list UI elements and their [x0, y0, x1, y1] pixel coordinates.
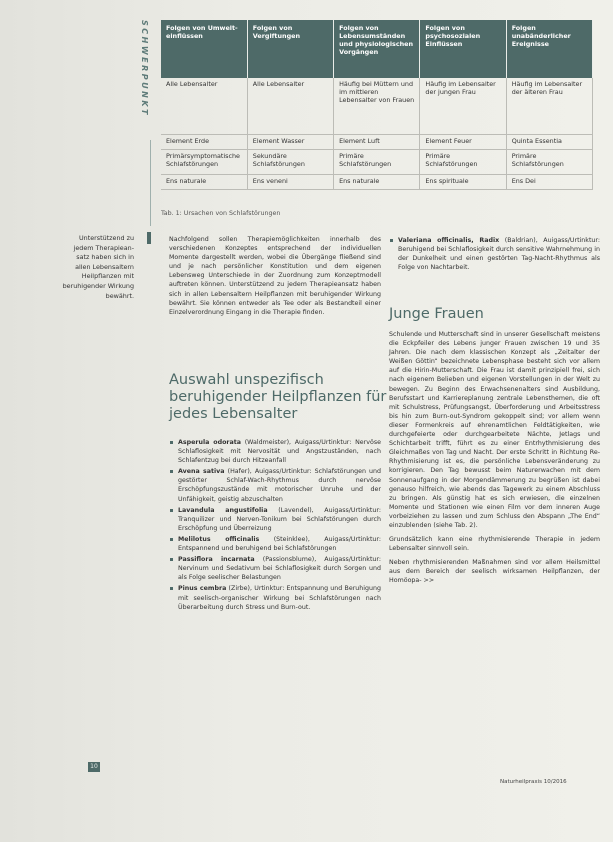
section-rule	[150, 140, 151, 226]
table-cell: Alle Lebensalter	[161, 78, 247, 135]
table-cell: Primäre Schlafstörungen	[334, 150, 420, 175]
plant-name: Asperula odorata	[178, 439, 242, 446]
page-number: 10	[88, 762, 100, 772]
table-cell: Sekundäre Schlafstörungen	[247, 150, 333, 175]
list-item	[389, 236, 600, 272]
table-cell: Häufig im Lebensalter der älteren Frau	[506, 78, 592, 135]
plant-name: Passiflora incarnata	[178, 556, 255, 564]
table-header-cell: Folgen von psychosozialen Einflüssen	[420, 20, 506, 78]
sidenote-marker	[147, 232, 151, 244]
table-cell: Element Wasser	[247, 135, 333, 150]
footer-journal: Naturheilpraxis 10/2016	[500, 779, 567, 785]
table-row	[161, 135, 593, 150]
paragraph: Grundsätzlich kann eine rhythmisierende Therapie in jedem Lebensalter sinnvoll sein.	[389, 536, 600, 553]
table-cell: Alle Lebensalter	[247, 78, 333, 135]
table-cell: Primäre Schlafstörungen	[506, 150, 592, 175]
table-cell: Quinta Essentia	[506, 135, 592, 150]
table-header-cell: Folgen von Lebensumständen und physiologischen Vorgängen	[334, 20, 420, 78]
plant-text: (Lavendel), Auigass/Urtinktur: Tranquilizer und Nerven-Tonikum bei Schlafstörungen durch Erschöpfung und Überreizung	[178, 506, 381, 532]
table-caption: Tab. 1: Ursachen von Schlafstörungen	[161, 210, 281, 217]
table-cell: Ens veneni	[247, 175, 333, 190]
plant-name: Pinus cembra	[178, 585, 227, 593]
table-cell: Element Feuer	[420, 135, 506, 150]
list-item	[169, 438, 381, 465]
table-cell: Element Luft	[334, 135, 420, 150]
plant-name: Valeriana officinalis, Radix	[398, 237, 500, 244]
table-cell: Primäre Schlafstörungen	[420, 150, 506, 175]
list-item	[169, 535, 381, 553]
herb-list	[169, 438, 381, 614]
table-row	[161, 150, 593, 175]
heading-young-women: Junge Frauen	[389, 306, 484, 322]
table-cell: Häufig im Lebensalter der jungen Frau	[420, 78, 506, 135]
table-cell: Ens spirituale	[420, 175, 506, 190]
paragraph: Neben rhythmisierenden Maßnahmen sind vor allem Heilsmittel aus dem Bereich der seelisch wirksamen Heilpflanzen, der Homöopa- >>	[389, 559, 600, 585]
table-row	[161, 175, 593, 190]
plant-text: (Baldrian), Auigass/Urtinktur: Beruhigend bei Schlaflosigkeit durch sensitive Wahrnehmung in der Dunkelheit und einen gestörten Tag-Nacht-Rhythmus als Folge von Nachtarbeit.	[398, 237, 601, 272]
plant-text: (Steinklee), Auigass/Urtinktur: Entspannend und beruhigend bei Schlafstörungen	[178, 535, 382, 553]
table-header-cell: Folgen unabänderlicher Ereignisse	[506, 20, 592, 78]
intro-text: Nachfolgend sollen Therapiemöglichkeiten innerhalb des verschiedenen Konzeptes entsprechend der individuellen Momente dargestellt werden, wobei die Übergänge fließend sind und je nach persönlicher Konstitution und dem eigenen Lebensweg Unterschiede in der Zuordnung zum Konzeptmodell auftreten können. Unterstützend zu jedem Therapieansatz haben sich in allen Lebensaltern Heilpflanzen mit beruhigender Wirkung bewährt. Sie können entweder als Tee oder als Bestandteil einer Einzelverordnung Eingang in die Therapie finden.	[169, 236, 381, 316]
heading-herbs: Auswahl unspezifisch beruhigender Heilpflanzen für jedes Lebensalter	[169, 372, 387, 422]
table-cell: Primärsymptomatische Schlafstörungen	[161, 150, 247, 175]
plant-name: Lavandula angustifolia	[178, 506, 268, 514]
young-women-text	[389, 330, 600, 591]
paragraph: Schulende und Mutterschaft sind in unserer Gesellschaft meistens die Eckpfeiler des Lebens junger Frauen zwischen 19 und 35 Jahren. Die nach dem klassischen Konzept als „Zeitalter der Weißen Göttin“ bezeichnete Lebensphase besteht sich vor allem auf die Hirin-Mutterschaft. Die Frau ist damit prinzipiell frei, sich nach eigenem Belieben und eigenen Vorstellungen in der Welt zu bewegen. Zu Beginn des Erwachsenenalters sind Ausbildung, Berufsstart und Karriereplanung zentrale Lebensthemen, die oft mit Schulstress, Prüfungsangst, Überforderung und Arbeitsstress bis hin zum Burn-out-Syndrom gekoppelt sind; vor allem wenn dieser Formenkreis auf ehrenamtlichen Feldtätigkeiten, wie durchgefeierte oder durchgearbeitete Nächte, Jetlags und Schichtarbeit trifft, führt es zu einer Entrhythmisierung des Gleichmaßes von Tag und Nacht. Der erste Schritt in Richtung Re-Rhythmisierung ist es, die persönliche Lebensveränderung zu korrigieren. Den Tag bewusst beim Naturerwachen mit dem Sonnenaufgang in der Morgendämmerung zu begrüßen ist dabei genauso hilfreich, wie abends das Tagewerk zu einem Abschluss zu bringen. Als günstig hat es sich erwiesen, die einzelnen Momente und Stationen wie einen Film vor dem inneren Auge vorbeiziehen zu lassen und zum Schluss den Abspann „The End“ einzublenden (siehe Tab. 2).	[389, 331, 600, 529]
sidenote: Unterstützend zu jedem Therapiean-satz haben sich in allen Lebensaltern Heilpflanzen mit beruhigender Wirkung bewährt.	[62, 234, 134, 300]
table-cell: Element Erde	[161, 135, 247, 150]
table-cell: Ens Dei	[506, 175, 592, 190]
list-item	[169, 584, 381, 611]
plant-text: (Zirbe), Urtinktur: Entspannung und Beruhigung mit seelisch-organischer Wirkung bei Schlafstörungen nach Überarbeitung durch Stress und Burn-out.	[178, 585, 381, 611]
table-cell: Ens naturale	[161, 175, 247, 190]
intro-paragraph	[169, 235, 381, 320]
list-item	[169, 506, 381, 533]
table-header-cell: Folgen von Umwelt-einflüssen	[161, 20, 247, 78]
table-header-row	[161, 20, 593, 78]
plant-text: (Passionsblume), Auigass/Urtinktur: Nervinum und Sedativum bei Schlaflosigkeit durch Sorgen und als Folge seelischer Belastungen	[178, 556, 382, 582]
list-item	[169, 555, 381, 582]
table-cell: Ens naturale	[334, 175, 420, 190]
table-header-cell: Folgen von Vergiftungen	[247, 20, 333, 78]
plant-text: (Hafer), Auigass/Urtinktur: Schlafstörungen und gestörter Schlaf-Wach-Rhythmus durch nervöse Erschöpfungszustände mit motorischer Unruhe und der Unfähigkeit, geistig abzuschalten	[178, 468, 382, 503]
table-cell: Häufig bei Müttern und im mittleren Lebensalter von Frauen	[334, 78, 420, 135]
plant-text: (Waldmeister), Auigass/Urtinktur: Nervöse Schlaflosigkeit mit Nervosität und Angstzuständen, nach Schlafentzug bei durch Hitzeanfall	[178, 439, 381, 465]
list-item	[169, 467, 381, 503]
plant-name: Melilotus officinalis	[178, 535, 260, 543]
herb-list-continued	[389, 236, 600, 274]
table-row	[161, 78, 593, 135]
section-label: SCHWERPUNKT	[140, 20, 149, 117]
plant-name: Avena sativa	[178, 468, 225, 476]
causes-table	[161, 20, 593, 190]
